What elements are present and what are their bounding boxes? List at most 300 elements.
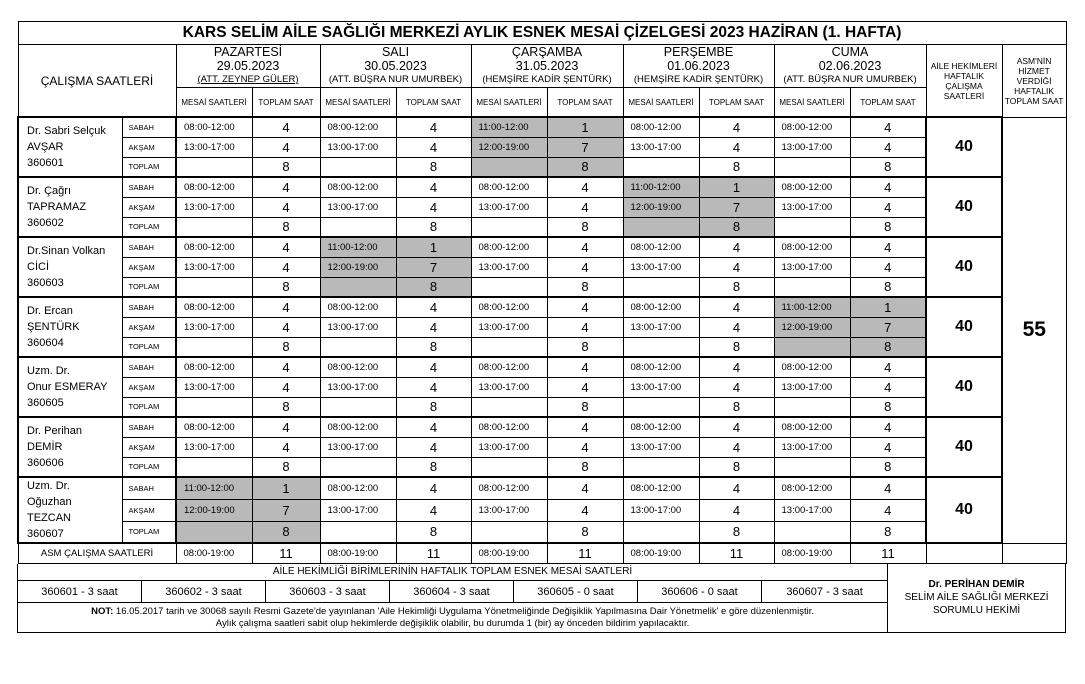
day-total-blank — [471, 337, 547, 357]
day-header — [623, 45, 774, 88]
morning-hours: 4 — [547, 297, 623, 317]
morning-time: 08:00-12:00 — [471, 477, 547, 499]
morning-hours: 4 — [547, 417, 623, 437]
evening-hours: 4 — [850, 377, 926, 397]
evening-hours: 4 — [396, 137, 471, 157]
mesai-saatleri-header: MESAİ SAATLERİ — [774, 88, 850, 118]
day-total-blank — [774, 337, 850, 357]
day-total-blank — [623, 337, 699, 357]
evening-hours: 4 — [547, 317, 623, 337]
table-row — [18, 257, 1066, 277]
morning-time: 08:00-12:00 — [320, 357, 396, 377]
row-type-label: AKŞAM — [122, 257, 176, 277]
morning-hours: 4 — [396, 477, 471, 499]
day-total-blank — [471, 521, 547, 543]
doctor-name-line: Oğuzhan — [27, 496, 72, 508]
day-total-hours: 8 — [547, 277, 623, 297]
row-type-label: SABAH — [122, 177, 176, 197]
doctor-name-line: TEZCAN — [27, 512, 71, 524]
morning-hours: 4 — [252, 117, 320, 137]
morning-hours: 4 — [252, 177, 320, 197]
day-total-blank — [320, 397, 396, 417]
day-total-hours: 8 — [699, 397, 774, 417]
day-date: 29.05.2023 — [216, 59, 280, 73]
table-row — [18, 417, 1066, 437]
asm-row — [18, 543, 1066, 563]
day-total-blank — [471, 277, 547, 297]
row-type-label: TOPLAM — [122, 397, 176, 417]
day-total-hours: 8 — [850, 217, 926, 237]
day-total-blank — [176, 217, 252, 237]
note — [18, 603, 888, 633]
doctor-name-line: 360601 — [27, 157, 64, 169]
toplam-saat-header: TOPLAM SAAT — [547, 88, 623, 118]
morning-time: 08:00-12:00 — [471, 297, 547, 317]
evening-hours: 4 — [252, 137, 320, 157]
evening-time: 13:00-17:00 — [320, 137, 396, 157]
morning-time: 08:00-12:00 — [774, 357, 850, 377]
evening-hours: 4 — [699, 317, 774, 337]
day-total-hours: 8 — [699, 457, 774, 477]
unit-flex-hours: 360602 - 3 saat — [142, 581, 266, 603]
evening-time: 13:00-17:00 — [774, 137, 850, 157]
unit-flex-hours: 360606 - 0 saat — [638, 581, 762, 603]
evening-hours: 4 — [699, 377, 774, 397]
day-total-hours: 8 — [547, 157, 623, 177]
table-row — [18, 117, 1066, 137]
row-type-label: AKŞAM — [122, 137, 176, 157]
morning-hours: 1 — [396, 237, 471, 257]
morning-time: 11:00-12:00 — [176, 477, 252, 499]
table-row — [18, 157, 1066, 177]
row-type-label: SABAH — [122, 297, 176, 317]
asm-time: 08:00-19:00 — [774, 543, 850, 563]
morning-hours: 4 — [850, 477, 926, 499]
day-total-blank — [320, 337, 396, 357]
doctor-name — [18, 177, 122, 237]
morning-hours: 4 — [699, 417, 774, 437]
morning-hours: 4 — [850, 417, 926, 437]
evening-time: 13:00-17:00 — [623, 437, 699, 457]
morning-hours: 4 — [699, 477, 774, 499]
doctor-name-line: 360607 — [27, 528, 64, 540]
morning-time: 08:00-12:00 — [320, 417, 396, 437]
day-date: 31.05.2023 — [515, 59, 579, 73]
table-row — [18, 357, 1066, 377]
mesai-saatleri-header: MESAİ SAATLERİ — [176, 88, 252, 118]
day-total-blank — [320, 457, 396, 477]
morning-hours: 4 — [699, 297, 774, 317]
day-total-blank — [623, 521, 699, 543]
evening-time: 13:00-17:00 — [471, 257, 547, 277]
morning-hours: 4 — [396, 117, 471, 137]
evening-hours: 4 — [850, 257, 926, 277]
day-date: 02.06.2023 — [818, 59, 882, 73]
morning-hours: 4 — [699, 117, 774, 137]
morning-time: 08:00-12:00 — [774, 117, 850, 137]
day-total-hours: 8 — [850, 521, 926, 543]
evening-hours: 4 — [547, 499, 623, 521]
evening-time: 13:00-17:00 — [320, 437, 396, 457]
doctor-name-line: AVŞAR — [27, 141, 64, 153]
day-staff: (ATT. ZEYNEP GÜLER) — [197, 74, 299, 85]
day-total-blank — [320, 521, 396, 543]
morning-time: 11:00-12:00 — [774, 297, 850, 317]
day-header — [774, 45, 926, 88]
day-total-hours: 8 — [699, 157, 774, 177]
morning-time: 11:00-12:00 — [471, 117, 547, 137]
day-total-hours: 8 — [396, 277, 471, 297]
morning-time: 08:00-12:00 — [623, 237, 699, 257]
day-total-blank — [176, 157, 252, 177]
doctor-name — [18, 117, 122, 177]
morning-hours: 1 — [850, 297, 926, 317]
evening-time: 12:00-19:00 — [623, 197, 699, 217]
table-row — [18, 217, 1066, 237]
doctor-name-line: 360605 — [27, 397, 64, 409]
doctor-name-line: 360603 — [27, 277, 64, 289]
day-date: 01.06.2023 — [667, 59, 730, 73]
morning-time: 08:00-12:00 — [320, 297, 396, 317]
morning-time: 11:00-12:00 — [623, 177, 699, 197]
row-type-label: TOPLAM — [122, 457, 176, 477]
row-type-label: SABAH — [122, 357, 176, 377]
morning-hours: 4 — [547, 237, 623, 257]
table-row — [18, 277, 1066, 297]
evening-hours: 4 — [396, 317, 471, 337]
doctor-name-line: Dr. Sabri Selçuk — [27, 125, 106, 137]
doctor-name-line: Dr.Sinan Volkan — [27, 245, 106, 257]
weekly-total: 40 — [926, 297, 1002, 357]
asm-hours: 11 — [547, 543, 623, 563]
doctor-name-line: Uzm. Dr. — [27, 480, 70, 492]
morning-time: 08:00-12:00 — [623, 477, 699, 499]
day-total-hours: 8 — [396, 521, 471, 543]
note-line-2: Aylık çalışma saatleri sabit olup hekimlerde değişiklik olabilir, bu durumda 1 (bir) ay önceden bildirim yapılacaktır. — [215, 617, 690, 629]
day-total-blank — [320, 277, 396, 297]
mesai-saatleri-header: MESAİ SAATLERİ — [320, 88, 396, 118]
signature-line-2: SORUMLU HEKİMİ — [932, 605, 1021, 617]
asm-total-header: ASM'NİN HİZMET VERDİĞİ HAFTALIK TOPLAM SAAT — [1002, 45, 1066, 118]
evening-time: 13:00-17:00 — [320, 317, 396, 337]
asm-blank — [1002, 543, 1066, 563]
evening-time: 12:00-19:00 — [774, 317, 850, 337]
day-total-blank — [176, 277, 252, 297]
morning-hours: 4 — [547, 357, 623, 377]
morning-time: 08:00-12:00 — [774, 417, 850, 437]
day-header — [471, 45, 623, 88]
morning-hours: 4 — [850, 237, 926, 257]
evening-hours: 4 — [547, 377, 623, 397]
row-type-label: TOPLAM — [122, 217, 176, 237]
weekly-hours-header: AİLE HEKİMLERİ HAFTALIK ÇALIŞMA SAATLERİ — [926, 45, 1002, 118]
evening-hours: 4 — [850, 499, 926, 521]
asm-hours: 11 — [850, 543, 926, 563]
evening-time: 13:00-17:00 — [623, 377, 699, 397]
evening-time: 13:00-17:00 — [471, 499, 547, 521]
evening-hours: 4 — [252, 317, 320, 337]
toplam-saat-header: TOPLAM SAAT — [252, 88, 320, 118]
evening-hours: 7 — [850, 317, 926, 337]
row-type-label: AKŞAM — [122, 377, 176, 397]
doctor-name-line: ŞENTÜRK — [27, 321, 80, 333]
day-total-hours: 8 — [547, 397, 623, 417]
day-total-hours: 8 — [252, 337, 320, 357]
toplam-saat-header: TOPLAM SAAT — [699, 88, 774, 118]
doctor-name-line: Uzm. Dr. — [27, 365, 70, 377]
doctor-name-line: Onur ESMERAY — [27, 381, 108, 393]
day-name: PAZARTESİ — [213, 45, 283, 59]
morning-hours: 4 — [850, 117, 926, 137]
day-total-blank — [176, 457, 252, 477]
mesai-saatleri-header: MESAİ SAATLERİ — [623, 88, 699, 118]
table-row — [18, 197, 1066, 217]
morning-hours: 4 — [396, 297, 471, 317]
day-name: PERŞEMBE — [663, 45, 734, 59]
day-total-hours: 8 — [252, 277, 320, 297]
evening-time: 13:00-17:00 — [471, 437, 547, 457]
morning-time: 08:00-12:00 — [176, 417, 252, 437]
toplam-saat-header: TOPLAM SAAT — [850, 88, 926, 118]
table-row — [18, 477, 1066, 499]
doctor-name — [18, 357, 122, 417]
morning-time: 08:00-12:00 — [320, 177, 396, 197]
morning-hours: 4 — [699, 357, 774, 377]
evening-time: 13:00-17:00 — [774, 437, 850, 457]
evening-time: 13:00-17:00 — [471, 317, 547, 337]
day-header — [320, 45, 471, 88]
evening-hours: 4 — [252, 197, 320, 217]
day-date: 30.05.2023 — [364, 59, 427, 73]
day-total-hours: 8 — [547, 217, 623, 237]
day-total-hours: 8 — [396, 337, 471, 357]
doctor-name-line: TAPRAMAZ — [27, 201, 87, 213]
unit-flex-hours: 360603 - 3 saat — [266, 581, 390, 603]
evening-time: 13:00-17:00 — [176, 437, 252, 457]
day-total-hours: 8 — [396, 217, 471, 237]
morning-hours: 4 — [252, 417, 320, 437]
morning-hours: 4 — [396, 357, 471, 377]
table-row — [18, 397, 1066, 417]
morning-hours: 4 — [252, 297, 320, 317]
doctor-name-line: 360604 — [27, 337, 64, 349]
signature-block — [888, 564, 1066, 633]
morning-hours: 4 — [396, 417, 471, 437]
doctor-name — [18, 297, 122, 357]
toplam-saat-header: TOPLAM SAAT — [396, 88, 471, 118]
signature-line-1: SELİM AİLE SAĞLIĞI MERKEZİ — [904, 592, 1049, 604]
note-label: NOT: — [91, 605, 114, 617]
morning-time: 08:00-12:00 — [471, 177, 547, 197]
day-total-hours: 8 — [699, 337, 774, 357]
footer-table — [17, 564, 1066, 634]
row-type-label: AKŞAM — [122, 197, 176, 217]
morning-hours: 4 — [547, 177, 623, 197]
asm-time: 08:00-19:00 — [176, 543, 252, 563]
doctor-name — [18, 237, 122, 297]
morning-time: 08:00-12:00 — [176, 297, 252, 317]
morning-hours: 4 — [252, 237, 320, 257]
evening-time: 12:00-19:00 — [320, 257, 396, 277]
morning-hours: 1 — [547, 117, 623, 137]
row-type-label: SABAH — [122, 117, 176, 137]
footer-title: AİLE HEKİMLİĞİ BİRİMLERİNİN HAFTALIK TOPLAM ESNEK MESAİ SAATLERİ — [18, 564, 888, 581]
row-type-label: SABAH — [122, 417, 176, 437]
morning-time: 11:00-12:00 — [320, 237, 396, 257]
table-row — [18, 337, 1066, 357]
day-total-blank — [623, 217, 699, 237]
day-total-hours: 8 — [252, 157, 320, 177]
morning-time: 08:00-12:00 — [320, 117, 396, 137]
evening-time: 13:00-17:00 — [774, 197, 850, 217]
morning-time: 08:00-12:00 — [774, 177, 850, 197]
weekly-total: 40 — [926, 357, 1002, 417]
evening-hours: 4 — [252, 377, 320, 397]
row-type-label: AKŞAM — [122, 317, 176, 337]
day-total-blank — [774, 521, 850, 543]
morning-hours: 4 — [850, 357, 926, 377]
evening-time: 13:00-17:00 — [320, 499, 396, 521]
day-total-blank — [774, 457, 850, 477]
evening-time: 13:00-17:00 — [623, 317, 699, 337]
morning-time: 08:00-12:00 — [471, 357, 547, 377]
day-total-hours: 8 — [252, 457, 320, 477]
evening-hours: 4 — [396, 499, 471, 521]
row-type-label: TOPLAM — [122, 337, 176, 357]
evening-hours: 4 — [699, 257, 774, 277]
table-row — [18, 237, 1066, 257]
evening-time: 13:00-17:00 — [623, 257, 699, 277]
morning-time: 08:00-12:00 — [176, 237, 252, 257]
table-row — [18, 377, 1066, 397]
evening-hours: 7 — [547, 137, 623, 157]
evening-time: 13:00-17:00 — [176, 317, 252, 337]
unit-flex-hours: 360607 - 3 saat — [762, 581, 888, 603]
evening-time: 13:00-17:00 — [176, 377, 252, 397]
morning-time: 08:00-12:00 — [471, 417, 547, 437]
evening-time: 13:00-17:00 — [320, 377, 396, 397]
day-total-hours: 8 — [850, 457, 926, 477]
evening-hours: 4 — [850, 137, 926, 157]
row-type-label: AKŞAM — [122, 437, 176, 457]
evening-hours: 4 — [547, 437, 623, 457]
asm-time: 08:00-19:00 — [320, 543, 396, 563]
asm-time: 08:00-19:00 — [471, 543, 547, 563]
evening-time: 13:00-17:00 — [774, 499, 850, 521]
day-name: SALI — [381, 45, 410, 59]
day-total-hours: 8 — [252, 397, 320, 417]
day-total-hours: 8 — [850, 397, 926, 417]
weekly-total: 40 — [926, 117, 1002, 177]
work-hours-header: ÇALIŞMA SAATLERİ — [18, 45, 176, 118]
evening-time: 13:00-17:00 — [774, 257, 850, 277]
day-total-blank — [623, 397, 699, 417]
unit-flex-hours: 360601 - 3 saat — [18, 581, 142, 603]
row-type-label: TOPLAM — [122, 157, 176, 177]
day-total-hours: 8 — [850, 157, 926, 177]
asm-row-label: ASM ÇALIŞMA SAATLERİ — [18, 543, 176, 563]
day-total-blank — [774, 217, 850, 237]
morning-time: 08:00-12:00 — [774, 477, 850, 499]
evening-hours: 4 — [547, 197, 623, 217]
row-type-label: SABAH — [122, 237, 176, 257]
day-total-hours: 8 — [850, 337, 926, 357]
day-total-hours: 8 — [850, 277, 926, 297]
evening-time: 13:00-17:00 — [471, 197, 547, 217]
evening-hours: 4 — [252, 257, 320, 277]
day-total-hours: 8 — [396, 397, 471, 417]
evening-time: 13:00-17:00 — [176, 257, 252, 277]
day-total-hours: 8 — [699, 217, 774, 237]
morning-hours: 4 — [699, 237, 774, 257]
evening-hours: 4 — [699, 137, 774, 157]
evening-hours: 4 — [699, 437, 774, 457]
day-name: ÇARŞAMBA — [511, 45, 583, 59]
day-total-blank — [774, 157, 850, 177]
morning-time: 08:00-12:00 — [176, 357, 252, 377]
row-type-label: AKŞAM — [122, 499, 176, 521]
day-total-hours: 8 — [547, 337, 623, 357]
weekly-total: 40 — [926, 477, 1002, 543]
table-row — [18, 137, 1066, 157]
doctor-name-line: DEMİR — [27, 441, 63, 453]
day-total-hours: 8 — [252, 521, 320, 543]
day-total-blank — [623, 157, 699, 177]
row-type-label: SABAH — [122, 477, 176, 499]
evening-hours: 4 — [396, 437, 471, 457]
day-total-blank — [471, 397, 547, 417]
row-type-label: TOPLAM — [122, 277, 176, 297]
table-row — [18, 457, 1066, 477]
morning-hours: 1 — [699, 177, 774, 197]
day-total-blank — [471, 217, 547, 237]
day-total-hours: 8 — [396, 457, 471, 477]
schedule-table — [17, 21, 1067, 564]
morning-time: 08:00-12:00 — [176, 177, 252, 197]
row-type-label: TOPLAM — [122, 521, 176, 543]
morning-time: 08:00-12:00 — [623, 357, 699, 377]
day-total-blank — [471, 457, 547, 477]
unit-flex-hours: 360604 - 3 saat — [390, 581, 514, 603]
signature-name: Dr. PERİHAN DEMİR — [928, 579, 1025, 591]
doctor-name — [18, 417, 122, 477]
day-staff: (HEMŞİRE KADİR ŞENTÜRK) — [633, 74, 764, 85]
day-total-blank — [176, 521, 252, 543]
evening-hours: 4 — [547, 257, 623, 277]
day-total-hours: 8 — [252, 217, 320, 237]
doctor-name-line: Dr. Ercan — [27, 305, 73, 317]
day-staff: (ATT. BÜŞRA NUR UMURBEK) — [783, 74, 917, 85]
morning-time: 08:00-12:00 — [176, 117, 252, 137]
day-total-hours: 8 — [699, 277, 774, 297]
weekly-total: 40 — [926, 177, 1002, 237]
day-staff: (HEMŞİRE KADİR ŞENTÜRK) — [482, 74, 612, 85]
evening-time: 12:00-19:00 — [176, 499, 252, 521]
asm-hours: 11 — [252, 543, 320, 563]
table-row — [18, 521, 1066, 543]
asm-weekly-total: 55 — [1002, 117, 1066, 543]
day-total-hours: 8 — [396, 157, 471, 177]
morning-hours: 1 — [252, 477, 320, 499]
morning-hours: 4 — [396, 177, 471, 197]
morning-hours: 4 — [547, 477, 623, 499]
day-total-blank — [320, 157, 396, 177]
asm-hours: 11 — [699, 543, 774, 563]
page-title: KARS SELİM AİLE SAĞLIĞI MERKEZİ AYLIK ESNEK MESAİ ÇİZELGESİ 2023 HAZİRAN (1. HAFTA) — [18, 22, 1066, 45]
evening-time: 13:00-17:00 — [774, 377, 850, 397]
evening-hours: 4 — [396, 377, 471, 397]
unit-flex-hours: 360605 - 0 saat — [514, 581, 638, 603]
